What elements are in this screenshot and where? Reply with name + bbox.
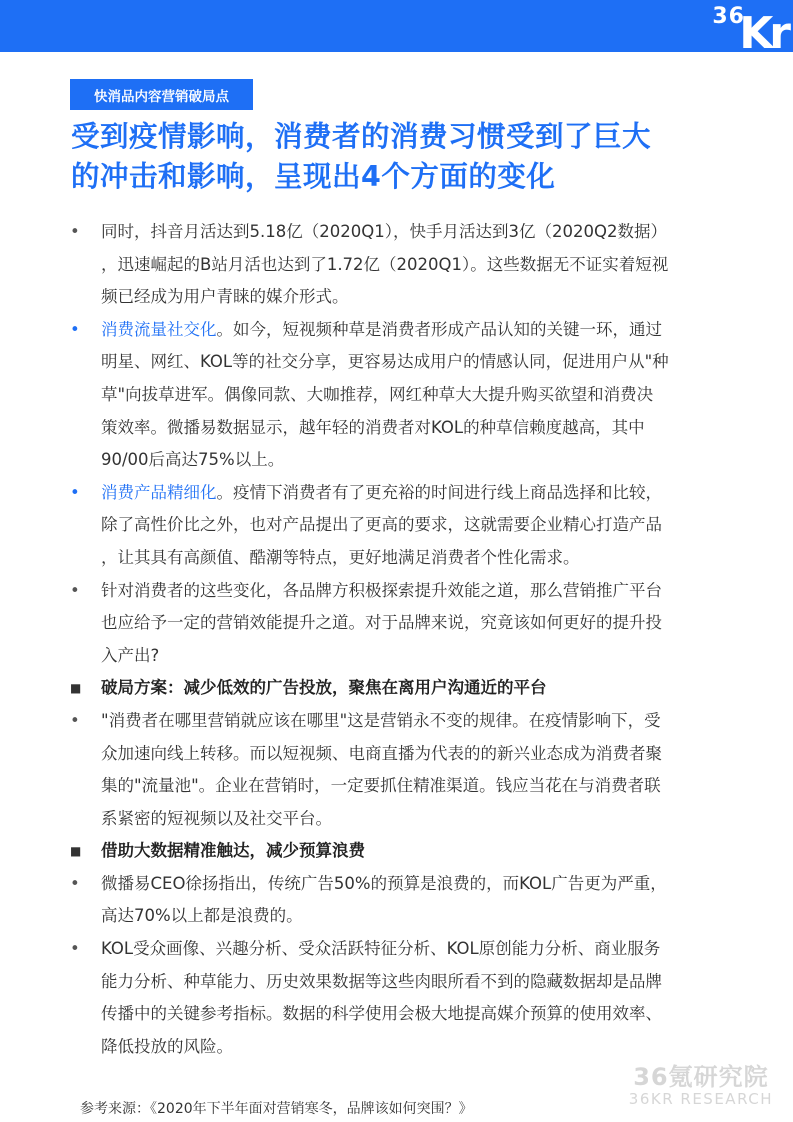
square-bullet-icon: ■ [70,844,82,859]
text-line: 策效率。微播易数据显示，越年轻的消费者对KOL的种草信赖度越高，其中 [101,417,645,437]
bullet-icon: • [70,580,80,600]
title-line-1: 受到疫情影响，消费者的消费习惯受到了巨大 [71,120,652,153]
text-line: ，让其具有高颜值、酷潮等特点，更好地满足消费者个性化需求。 [101,547,580,567]
text-line: 频已经成为用户青睐的媒介形式。 [101,287,349,307]
watermark-en: 36KR RESEARCH [628,1090,773,1108]
text-line: 能力分析、种草能力、历史效果数据等这些肉眼所看不到的隐藏数据却是品牌 [101,971,662,991]
text-line: 集的"流量池"。企业在营销时，一定要抓住精准渠道。钱应当花在与消费者联 [101,776,661,796]
text-line: 破局方案：减少低效的广告投放，聚焦在离用户沟通近的平台 [101,678,547,698]
text-line: KOL受众画像、兴趣分析、受众活跃特征分析、KOL原创能力分析、商业服务 [101,939,661,959]
text-line: 众加速向线上转移。而以短视频、电商直播为代表的的新兴业态成为消费者聚 [101,743,662,763]
text-line: 草"向拔草进军。偶像同款、大咖推荐，网红种草大大提升购买欲望和消费决 [101,384,654,404]
bullet-icon: • [70,319,80,339]
logo-number: 36 [712,4,745,29]
watermark-cn: 36氪研究院 [633,1063,769,1091]
bullet-icon: • [70,873,80,893]
text-line: 也应给予一定的营销效能提升之道。对于品牌来说，究竟该如何更好的提升投 [101,613,662,633]
header-bar [0,0,793,59]
section-heading [70,835,750,868]
list-item [70,575,750,673]
highlight-keyword: 消费流量社交化 [101,319,217,339]
source-reference: 参考来源：《2020年下半年面对营销寒冬，品牌该如何突围？》 [80,1101,473,1117]
text-line: 针对消费者的这些变化，各品牌方积极探索提升效能之道，那么营销推广平台 [101,580,662,600]
bullet-icon: • [70,939,80,959]
list-item [70,314,750,477]
list-item [70,705,750,835]
content-list [70,216,750,1063]
list-item [70,477,750,575]
bullet-icon: • [70,710,80,730]
page-title [71,117,771,197]
bullet-icon: • [70,222,80,241]
text-line: 明星、网红、KOL等的社交分享，更容易达成用户的情感认同，促进用户从"种 [101,352,669,372]
list-item [70,868,750,933]
text-line [101,314,750,347]
text-line [101,477,750,510]
text-line: 90/00后高达75%以上。 [101,450,285,470]
list-item [70,216,750,314]
text-line: ，迅速崛起的B站月活也达到了1.72亿（2020Q1）。这些数据无不证实着短视 [101,254,669,274]
text-segment: 。如今，短视频种草是消费者形成产品认知的关键一环，通过 [216,319,662,339]
text-line: 微播易CEO徐扬指出，传统广告50%的预算是浪费的，而KOL广告更为严重， [101,873,667,893]
section-tag: 快消品内容营销破局点 [70,79,253,110]
text-line: 高达70%以上都是浪费的。 [101,906,303,926]
text-line: 入产出? [101,645,160,665]
watermark [629,1057,773,1108]
bullet-icon: • [70,482,80,502]
list-item [70,933,750,1063]
text-line: 同时，抖音月活达到5.18亿（2020Q1），快手月活达到3亿（2020Q2数据） [101,222,667,241]
text-line: 借助大数据精准触达，减少预算浪费 [101,841,365,861]
text-line: 除了高性价比之外，也对产品提出了更高的要求，这就需要企业精心打造产品 [101,515,662,535]
text-line: "消费者在哪里营销就应该在哪里"这是营销永不变的规律。在疫情影响下，受 [101,710,661,730]
title-line-2: 的冲击和影响，呈现出4个方面的变化 [71,160,556,193]
highlight-keyword: 消费产品精细化 [101,482,217,502]
square-bullet-icon: ■ [70,681,82,696]
logo-letters: Kr [739,8,787,59]
section-heading [70,672,750,705]
text-line: 系紧密的短视频以及社交平台。 [101,808,332,828]
text-line: 传播中的关键参考指标。数据的科学使用会极大地提高媒介预算的使用效率、 [101,1004,662,1024]
text-segment: 。疫情下消费者有了更充裕的时间进行线上商品选择和比较， [216,482,662,502]
text-line: 降低投放的风险。 [101,1036,233,1056]
